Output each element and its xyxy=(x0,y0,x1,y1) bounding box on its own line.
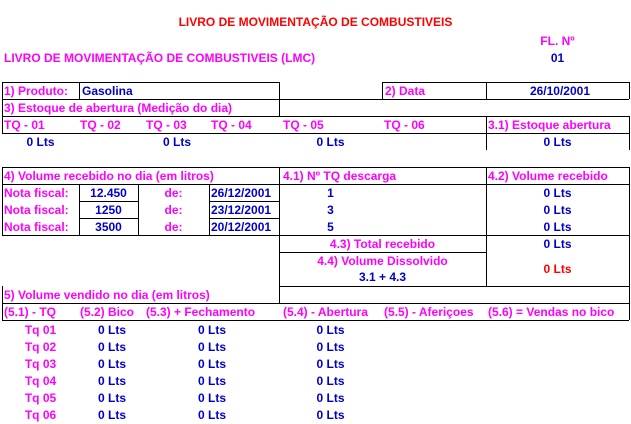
volume-dissolvido-formula: 3.1 + 4.3 xyxy=(358,270,407,284)
table-row-bico: 0 Lts xyxy=(97,408,126,422)
estoque-value-tq01: 0 Lts xyxy=(26,135,55,149)
vendido-header-fechamento: (5.3) + Fechamento xyxy=(146,305,256,319)
tq-descarga: 3 xyxy=(327,203,334,217)
table-row-abertura: 0 Lts xyxy=(316,323,345,337)
table-row-abertura: 0 Lts xyxy=(316,391,345,405)
vendido-header-afericoes: (5.5) - Aferiçoes xyxy=(384,305,474,319)
table-row-tq: Tq 04 xyxy=(24,374,57,388)
nf-date: 20/12/2001 xyxy=(211,220,272,234)
fl-value: 01 xyxy=(550,51,565,65)
page-title: LIVRO DE MOVIMENTAÇÃO DE COMBUSTIVEIS xyxy=(178,15,453,29)
nf-label: Nota fiscal: xyxy=(4,220,69,234)
vendido-header-bico: (5.2) Bico xyxy=(80,305,135,319)
table-row-abertura: 0 Lts xyxy=(316,408,345,422)
estoque-header-tq02: TQ - 02 xyxy=(80,118,121,132)
table-row-abertura: 0 Lts xyxy=(316,374,345,388)
table-row-fechamento: 0 Lts xyxy=(197,391,226,405)
volume-recebido: 0 Lts xyxy=(543,186,572,200)
volume-recebido: 0 Lts xyxy=(543,203,572,217)
table-row-fechamento: 0 Lts xyxy=(197,408,226,422)
table-row-bico: 0 Lts xyxy=(97,323,126,337)
nf-number: 1250 xyxy=(95,203,122,217)
table-row-tq: Tq 03 xyxy=(24,357,57,371)
table-row-tq: Tq 05 xyxy=(24,391,57,405)
data-label: 2) Data xyxy=(385,84,426,98)
recebido-title: 4) Volume recebido no dia (em litros) xyxy=(4,169,214,183)
vendido-header-tq: (5.1) - TQ xyxy=(4,305,57,319)
table-row-bico: 0 Lts xyxy=(97,391,126,405)
produto-value: Gasolina xyxy=(82,84,133,98)
volume-recebido: 0 Lts xyxy=(543,220,572,234)
table-row-abertura: 0 Lts xyxy=(316,357,345,371)
nf-number: 3500 xyxy=(95,220,122,234)
vendido-header-vendas: (5.6) = Vendas no bico xyxy=(488,305,615,319)
estoque-header-tq06: TQ - 06 xyxy=(384,118,425,132)
fl-label: FL. Nº xyxy=(540,34,575,48)
data-value: 26/10/2001 xyxy=(529,84,590,98)
table-row-abertura: 0 Lts xyxy=(316,340,345,354)
table-row-tq: Tq 01 xyxy=(24,323,57,337)
de-label: de: xyxy=(164,203,183,217)
table-row-bico: 0 Lts xyxy=(97,357,126,371)
estoque-header-abertura: 3.1) Estoque abertura xyxy=(488,118,611,132)
estoque-header-tq04: TQ - 04 xyxy=(211,118,252,132)
tq-descarga: 5 xyxy=(327,220,334,234)
estoque-header-tq05: TQ - 05 xyxy=(283,118,324,132)
table-row-fechamento: 0 Lts xyxy=(197,340,226,354)
recebido-tq-header: 4.1) Nº TQ descarga xyxy=(283,169,397,183)
nf-label: Nota fiscal: xyxy=(4,186,69,200)
table-row-fechamento: 0 Lts xyxy=(197,374,226,388)
table-row-tq: Tq 02 xyxy=(24,340,57,354)
nf-date: 23/12/2001 xyxy=(211,203,272,217)
volume-dissolvido-value: 0 Lts xyxy=(543,262,572,276)
table-row-fechamento: 0 Lts xyxy=(197,323,226,337)
estoque-value-abertura: 0 Lts xyxy=(543,135,572,149)
estoque-value-tq03: 0 Lts xyxy=(162,135,191,149)
subtitle: LIVRO DE MOVIMENTAÇÃO DE COMBUSTIVEIS (LMC) xyxy=(4,51,316,65)
de-label: de: xyxy=(164,186,183,200)
total-recebido-value: 0 Lts xyxy=(543,237,572,251)
estoque-title: 3) Estoque de abertura (Medição do dia) xyxy=(4,101,233,115)
de-label: de: xyxy=(164,220,183,234)
recebido-vol-header: 4.2) Volume recebido xyxy=(488,169,608,183)
table-row-bico: 0 Lts xyxy=(97,340,126,354)
table-row-bico: 0 Lts xyxy=(97,374,126,388)
estoque-header-tq01: TQ - 01 xyxy=(4,118,45,132)
nf-number: 12.450 xyxy=(90,186,127,200)
tq-descarga: 1 xyxy=(327,186,334,200)
estoque-header-tq03: TQ - 03 xyxy=(146,118,187,132)
vendido-header-abertura: (5.4) - Abertura xyxy=(283,305,368,319)
table-row-fechamento: 0 Lts xyxy=(197,357,226,371)
total-recebido-label: 4.3) Total recebido xyxy=(329,237,436,251)
produto-label: 1) Produto: xyxy=(4,84,68,98)
vendido-title: 5) Volume vendido no dia (em litros) xyxy=(4,288,210,302)
nf-date: 26/12/2001 xyxy=(211,186,272,200)
volume-dissolvido-label: 4.4) Volume Dissolvido xyxy=(317,254,448,268)
table-row-tq: Tq 06 xyxy=(24,408,57,422)
nf-label: Nota fiscal: xyxy=(4,203,69,217)
estoque-value-tq05: 0 Lts xyxy=(316,135,345,149)
